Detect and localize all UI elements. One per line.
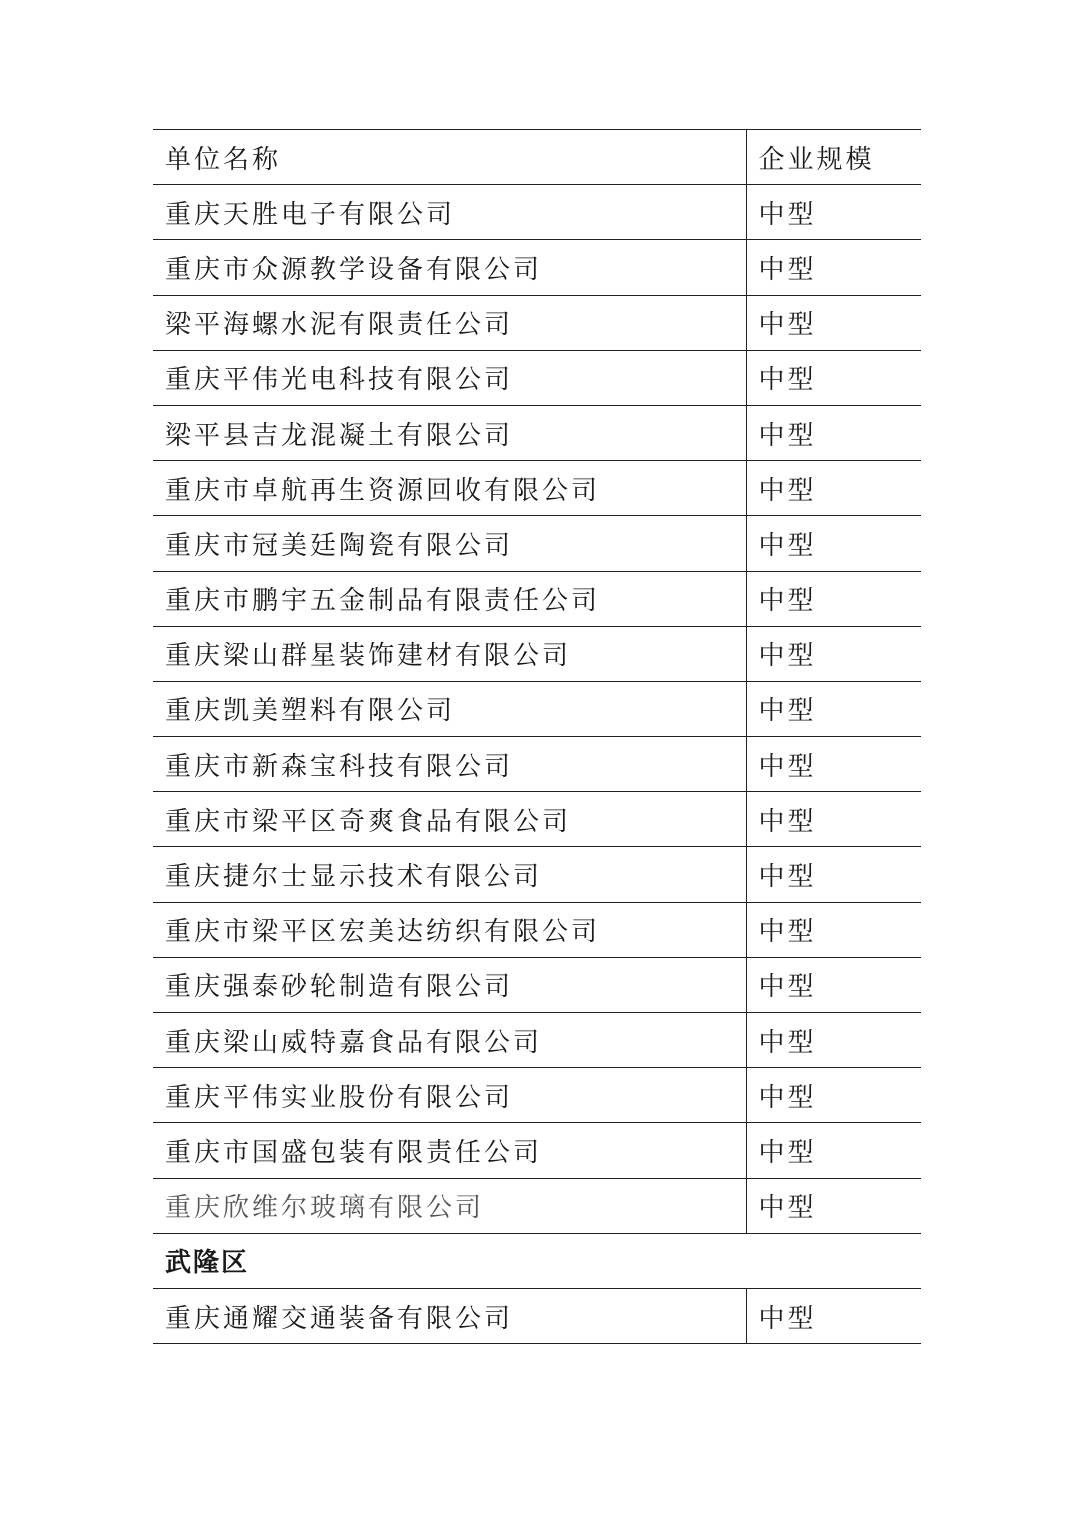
enterprise-size: 中型 (746, 902, 921, 957)
enterprise-size: 中型 (746, 626, 921, 681)
table-row (153, 792, 921, 847)
enterprise-size: 中型 (746, 1068, 921, 1123)
header-company-name: 单位名称 (153, 130, 746, 185)
table-row (153, 1068, 921, 1123)
company-size-table (153, 129, 921, 1344)
company-name: 重庆捷尔士显示技术有限公司 (153, 847, 746, 902)
section-title-wulong: 武隆区 (153, 1233, 921, 1288)
company-name: 重庆市国盛包装有限责任公司 (153, 1123, 746, 1178)
table-row (153, 461, 921, 516)
enterprise-size: 中型 (746, 461, 921, 516)
company-name: 重庆市梁平区奇爽食品有限公司 (153, 792, 746, 847)
company-name: 重庆凯美塑料有限公司 (153, 681, 746, 736)
company-name: 重庆梁山威特嘉食品有限公司 (153, 1013, 746, 1068)
company-name: 梁平县吉龙混凝土有限公司 (153, 405, 746, 460)
table-row (153, 516, 921, 571)
enterprise-size: 中型 (746, 516, 921, 571)
enterprise-size: 中型 (746, 571, 921, 626)
company-name: 重庆欣维尔玻璃有限公司 (153, 1178, 746, 1233)
company-name: 重庆强泰砂轮制造有限公司 (153, 957, 746, 1012)
enterprise-size: 中型 (746, 1013, 921, 1068)
header-enterprise-size: 企业规模 (746, 130, 921, 185)
table-row (153, 295, 921, 350)
company-name: 重庆市梁平区宏美达纺织有限公司 (153, 902, 746, 957)
enterprise-size: 中型 (746, 792, 921, 847)
table-row (153, 902, 921, 957)
company-name: 重庆市鹏宇五金制品有限责任公司 (153, 571, 746, 626)
company-name: 重庆天胜电子有限公司 (153, 185, 746, 240)
section-heading-row (153, 1233, 921, 1288)
enterprise-size: 中型 (746, 957, 921, 1012)
enterprise-size: 中型 (746, 405, 921, 460)
enterprise-size: 中型 (746, 847, 921, 902)
table-row (153, 185, 921, 240)
company-name: 重庆市新森宝科技有限公司 (153, 737, 746, 792)
enterprise-size: 中型 (746, 1123, 921, 1178)
table-row (153, 626, 921, 681)
enterprise-size: 中型 (746, 737, 921, 792)
company-name: 重庆梁山群星装饰建材有限公司 (153, 626, 746, 681)
table-row (153, 957, 921, 1012)
table-row (153, 405, 921, 460)
table-row (153, 240, 921, 295)
table-row (153, 571, 921, 626)
table-row (153, 1013, 921, 1068)
company-name: 重庆平伟光电科技有限公司 (153, 350, 746, 405)
enterprise-size: 中型 (746, 1178, 921, 1233)
company-name: 重庆市冠美廷陶瓷有限公司 (153, 516, 746, 571)
table-row (153, 350, 921, 405)
enterprise-size: 中型 (746, 1288, 921, 1343)
enterprise-size: 中型 (746, 295, 921, 350)
enterprise-size: 中型 (746, 185, 921, 240)
table-row (153, 681, 921, 736)
company-name: 重庆通耀交通装备有限公司 (153, 1288, 746, 1343)
table-row (153, 1123, 921, 1178)
company-name: 重庆市卓航再生资源回收有限公司 (153, 461, 746, 516)
company-name: 重庆市众源教学设备有限公司 (153, 240, 746, 295)
table-row (153, 1178, 921, 1233)
table-row (153, 737, 921, 792)
table-row (153, 847, 921, 902)
company-name: 梁平海螺水泥有限责任公司 (153, 295, 746, 350)
table-row (153, 1288, 921, 1343)
enterprise-size: 中型 (746, 240, 921, 295)
enterprise-size: 中型 (746, 681, 921, 736)
company-name: 重庆平伟实业股份有限公司 (153, 1068, 746, 1123)
table-header-row (153, 130, 921, 185)
enterprise-size: 中型 (746, 350, 921, 405)
